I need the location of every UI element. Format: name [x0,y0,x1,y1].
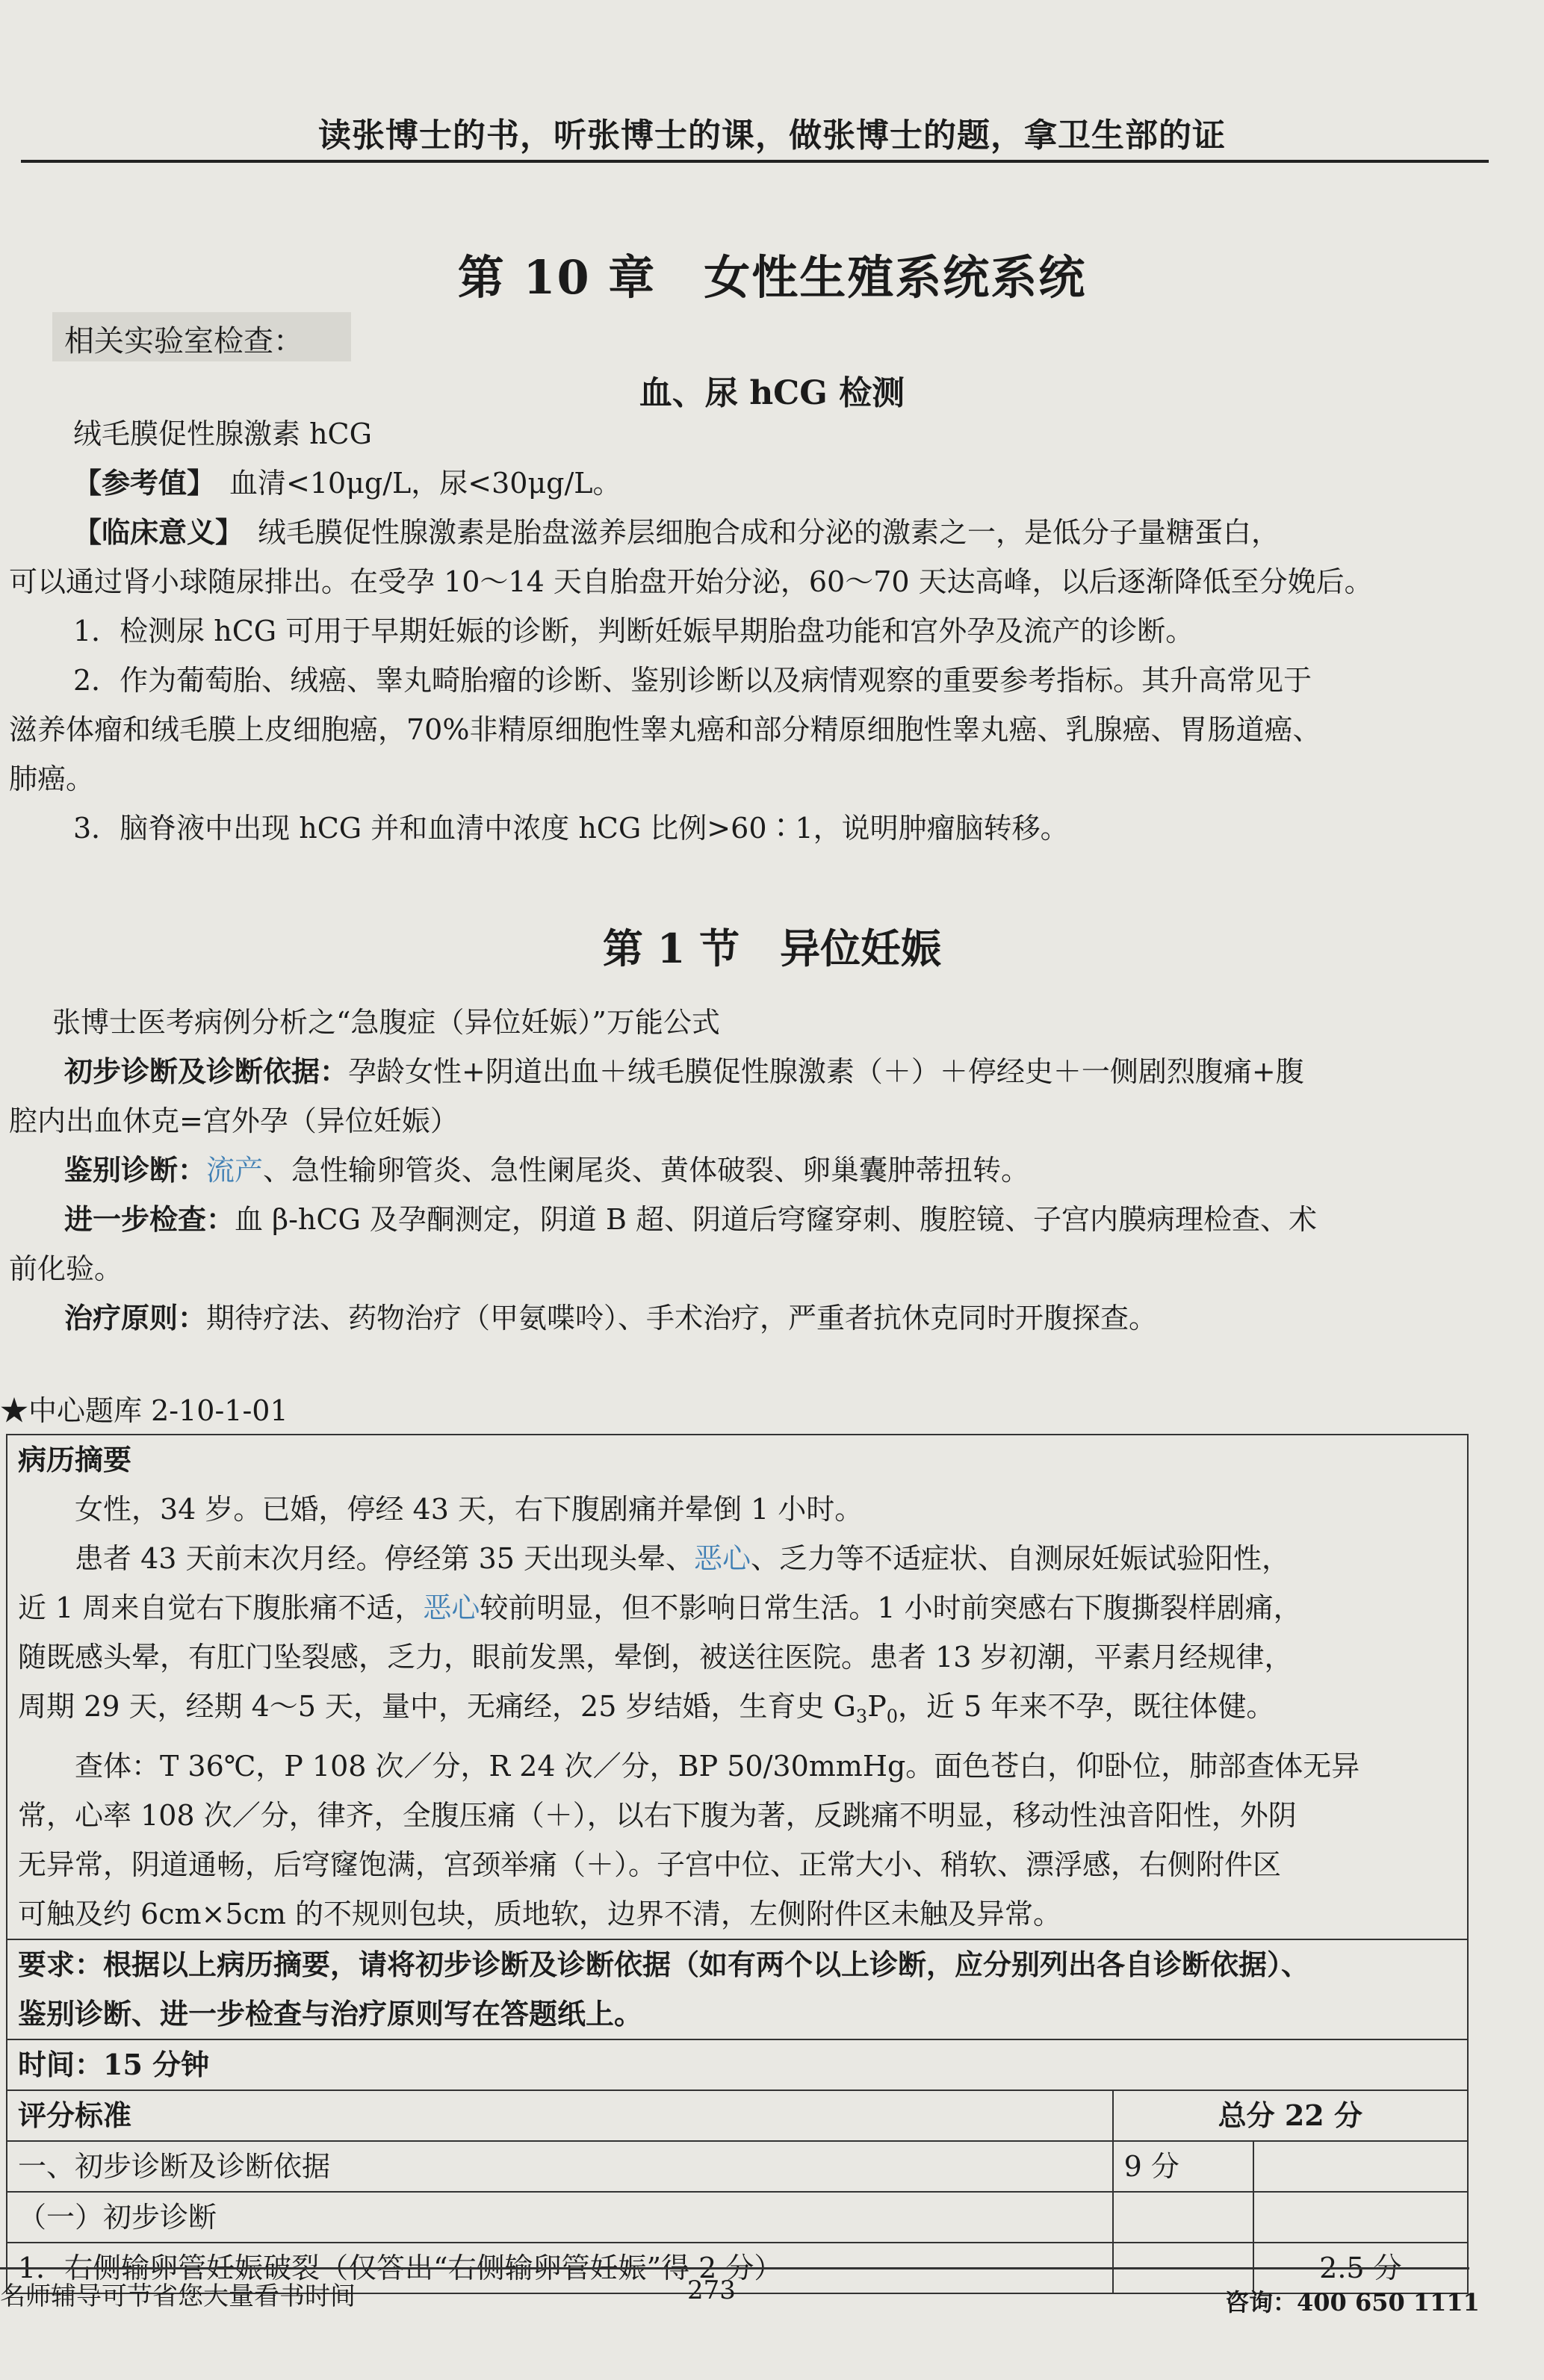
hormone-name: 绒毛膜促性腺激素 hCG [73,417,372,450]
header-slogan: 读张博士的书，听张博士的课，做张博士的题，拿卫生部的证 [318,116,1226,155]
point-2-line3: 肺癌。 [9,762,95,795]
scoring-label: 评分标准 [7,2090,1113,2141]
further-exam-line1: 进一步检查：血 β-hCG 及孕酮测定，阴道 B 超、阴道后穹窿穿刺、腹腔镜、子宫内膜病理检查、术 [64,1202,1317,1236]
diagnosis-line2: 腔内出血休克=宫外孕（异位妊娠） [9,1104,459,1137]
page-number: 273 [687,2275,736,2305]
clinical-label: 【临床意义】 [73,515,230,549]
case-line-8: 无异常，阴道通畅，后穹窿饱满，宫颈举痛（＋）。子宫中位、正常大小、稍软、漂浮感，右侧附件区 [18,1848,1282,1881]
scoring-item-3-sub: 2.5 分 [1253,2243,1468,2293]
case-line-4: 随既感头晕，有肛门坠裂感，乏力，眼前发黑，晕倒，被送往医院。患者 13 岁初潮，平素月经规律， [18,1641,1293,1674]
footer-contact: 咨询：400 650 1111 [1225,2288,1480,2317]
scoring-item-1-sub [1253,2141,1468,2192]
header-rule [21,160,1489,163]
clinical-significance-line1: 【临床意义】 绒毛膜促性腺激素是胎盘滋养层细胞合成和分泌的激素之一，是低分子量糖蛋白， [73,515,1280,549]
scoring-item-1: 一、初步诊断及诊断依据 [7,2141,1113,2192]
time-cell: 时间：15 分钟 [7,2039,1468,2090]
case-line-5: 周期 29 天，经期 4～5 天，量中，无痛经，25 岁结婚，生育史 $G_3P_0$，近 5 年来不孕，既往体健。 [18,1690,1275,1727]
scoring-item-3: 1．右侧输卵管妊娠破裂（仅答出“右侧输卵管妊娠”得 2 分） [7,2243,1113,2293]
section-title: 第 1 节 异位妊娠 [602,925,942,972]
reference-label: 【参考值】 [73,466,202,500]
case-line-7: 常，心率 108 次／分，律齐，全腹压痛（＋），以右下腹为著，反跳痛不明显，移动性浊音阳性，外阴 [18,1798,1297,1832]
total-score: 总分 22 分 [1113,2090,1468,2141]
treatment-line: 治疗原则：期待疗法、药物治疗（甲氨喋呤）、手术治疗，严重者抗休克同时开腹探查。 [64,1301,1158,1335]
case-line-2: 患者 43 天前末次月经。停经第 35 天出现头晕、恶心、乏力等不适症状、自测尿妊娠试验阳性， [75,1542,1291,1575]
point-1: 1．检测尿 hCG 可用于早期妊娠的诊断，判断妊娠早期胎盘功能和宫外孕及流产的诊断。 [73,615,1194,647]
scoring-item-2: （一）初步诊断 [7,2192,1113,2243]
case-line-9: 可触及约 6cm×5cm 的不规则包块，质地软，边界不清，左侧附件区未触及异常。 [18,1897,1061,1930]
question-bank-id: ★中心题库 2-10-1-01 [0,1394,288,1427]
lab-section-title: 血、尿 hCG 检测 [639,374,905,412]
chapter-title: 第 10 章 女性生殖系统系统 [457,250,1087,305]
point-2-line2: 滋养体瘤和绒毛膜上皮细胞癌，70%非精原细胞性睾丸癌和部分精原细胞性睾丸癌、乳腺癌、胃肠道癌、 [9,713,1321,746]
case-summary-cell [7,1435,1468,1939]
reference-text: 血清<10μg/L，尿<30μg/L。 [201,467,621,500]
lab-check-label: 相关实验室检查： [64,324,303,358]
requirement-cell: 要求：根据以上病历摘要，请将初步诊断及诊断依据（如有两个以上诊断，应分别列出各自诊断依据）、 鉴别诊断、进一步检查与治疗原则写在答题纸上。 [7,1939,1468,2039]
further-exam-line2: 前化验。 [9,1252,123,1285]
case-summary-title: 病历摘要 [18,1443,132,1476]
footer-rule [0,2267,1469,2269]
formula-heading: 张博士医考病例分析之“急腹症（异位妊娠）”万能公式 [52,1006,720,1039]
reference-values [73,459,621,508]
point-2-line1: 2．作为葡萄胎、绒癌、睾丸畸胎瘤的诊断、鉴别诊断以及病情观察的重要参考指标。其升高常见于 [73,664,1312,697]
case-table [6,1434,1469,2294]
diagnosis-line1: 初步诊断及诊断依据：孕龄女性+阴道出血＋绒毛膜促性腺激素（＋）＋停经史＋一侧剧烈腹痛+腹 [64,1054,1304,1088]
case-line-6: 查体：T 36℃，P 108 次／分，R 24 次／分，BP 50/30mmHg。面色苍白，仰卧位，肺部查体无异 [75,1749,1360,1783]
scoring-item-1-score: 9 分 [1113,2141,1253,2192]
clinical-significance-line2: 可以通过肾小球随尿排出。在受孕 10～14 天自胎盘开始分泌，60～70 天达高峰，以后逐渐降低至分娩后。 [9,565,1373,598]
case-line-1: 女性，34 岁。已婚，停经 43 天，右下腹剧痛并晕倒 1 小时。 [75,1493,864,1526]
footer-left-text: 名师辅导可节省您大量看书时间 [0,2281,356,2311]
differential-line: 鉴别诊断：流产、急性输卵管炎、急性阑尾炎、黄体破裂、卵巢囊肿蒂扭转。 [64,1153,1030,1187]
case-line-3: 近 1 周来自觉右下腹胀痛不适，恶心较前明显，但不影响日常生活。1 小时前突感右下腹撕裂样剧痛， [18,1591,1302,1624]
point-3: 3．脑脊液中出现 hCG 并和血清中浓度 hCG 比例>60∶1，说明肿瘤脑转移。 [73,812,1069,845]
